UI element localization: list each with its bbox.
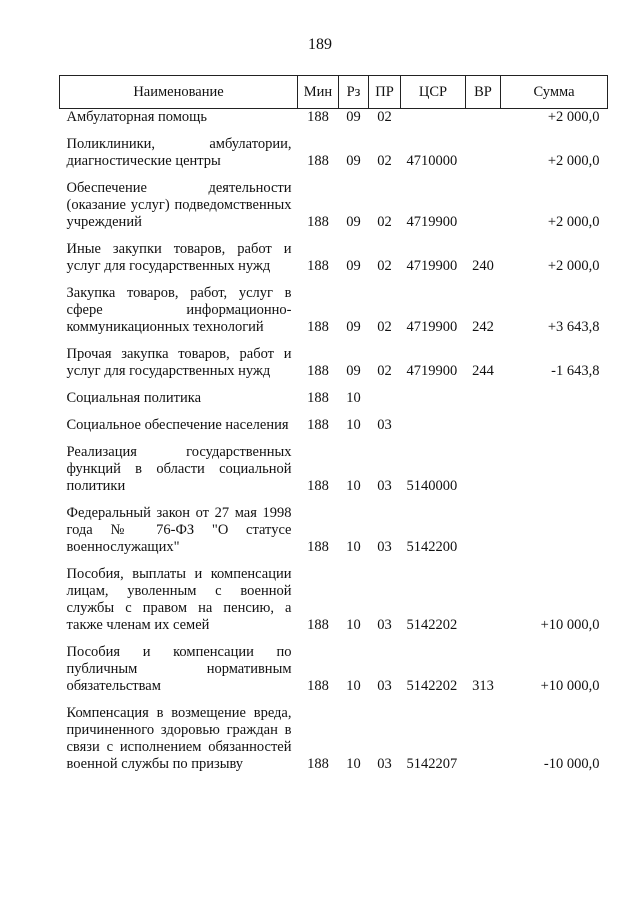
row-min: 188 bbox=[307, 319, 329, 335]
row-pr: 03 bbox=[377, 617, 392, 633]
row-name: Социальная политика bbox=[66, 390, 202, 406]
row-min: 188 bbox=[307, 153, 329, 169]
table-row bbox=[60, 434, 608, 495]
row-vr bbox=[466, 556, 501, 634]
row-min: 188 bbox=[307, 539, 329, 555]
table-body bbox=[60, 109, 608, 774]
header-pr: ПР bbox=[369, 76, 401, 109]
table-header-row bbox=[60, 76, 608, 109]
header-sum: Сумма bbox=[501, 76, 608, 109]
row-sum: +2 000,0 bbox=[547, 153, 600, 169]
page-number: 189 bbox=[308, 36, 332, 53]
row-sum bbox=[501, 434, 608, 495]
row-vr bbox=[466, 407, 501, 434]
row-rz: 10 bbox=[346, 417, 361, 433]
budget-table bbox=[59, 75, 608, 773]
row-csr: 4719900 bbox=[406, 258, 458, 274]
row-vr: 240 bbox=[472, 258, 494, 274]
table-row bbox=[60, 556, 608, 634]
table-row bbox=[60, 634, 608, 695]
row-vr bbox=[466, 126, 501, 170]
row-min: 188 bbox=[307, 617, 329, 633]
row-name: Амбулаторная помощь bbox=[66, 109, 207, 125]
row-rz: 09 bbox=[346, 363, 361, 379]
row-min: 188 bbox=[307, 390, 329, 406]
row-rz: 10 bbox=[346, 478, 361, 494]
row-rz: 10 bbox=[346, 756, 361, 772]
row-min: 188 bbox=[307, 214, 329, 230]
row-vr bbox=[466, 434, 501, 495]
row-min: 188 bbox=[307, 109, 329, 125]
row-csr: 5140000 bbox=[406, 478, 458, 494]
row-name: Компенсация в возмещение вреда, причиненного здоровью граждан в связи с исполнением обязанностей военной службы по призыву bbox=[66, 705, 292, 772]
row-min: 188 bbox=[307, 478, 329, 494]
row-rz: 10 bbox=[346, 617, 361, 633]
row-name: Пособия, выплаты и компенсации лицам, уволенным с военной службы с правом на пенсию, а также членам их семей bbox=[66, 566, 292, 633]
row-sum: +10 000,0 bbox=[540, 678, 600, 694]
table-row bbox=[60, 109, 608, 127]
row-rz: 09 bbox=[346, 214, 361, 230]
row-sum: +2 000,0 bbox=[547, 214, 600, 230]
row-sum: +10 000,0 bbox=[540, 617, 600, 633]
row-sum bbox=[501, 380, 608, 407]
row-pr: 03 bbox=[377, 539, 392, 555]
row-csr: 5142207 bbox=[406, 756, 458, 772]
row-name: Поликлиники, амбулатории, диагностические центры bbox=[66, 136, 292, 169]
table-row bbox=[60, 336, 608, 380]
table-row bbox=[60, 126, 608, 170]
row-csr: 5142202 bbox=[406, 678, 458, 694]
row-sum bbox=[501, 407, 608, 434]
row-vr: 244 bbox=[472, 363, 494, 379]
table-row bbox=[60, 170, 608, 231]
table-row bbox=[60, 231, 608, 275]
row-rz: 09 bbox=[346, 258, 361, 274]
row-csr: 4719900 bbox=[406, 319, 458, 335]
table-row bbox=[60, 495, 608, 556]
row-csr bbox=[401, 380, 466, 407]
row-min: 188 bbox=[307, 756, 329, 772]
row-pr: 02 bbox=[377, 214, 392, 230]
row-pr: 02 bbox=[377, 153, 392, 169]
header-rz: Рз bbox=[339, 76, 369, 109]
row-csr: 5142200 bbox=[406, 539, 458, 555]
row-vr bbox=[466, 495, 501, 556]
row-rz: 10 bbox=[346, 390, 361, 406]
row-pr bbox=[369, 380, 401, 407]
row-csr bbox=[401, 407, 466, 434]
header-vr: ВР bbox=[466, 76, 501, 109]
row-vr bbox=[466, 170, 501, 231]
row-csr: 4719900 bbox=[406, 214, 458, 230]
row-name: Социальное обеспечение населения bbox=[66, 417, 289, 433]
row-min: 188 bbox=[307, 363, 329, 379]
header-csr: ЦСР bbox=[401, 76, 466, 109]
row-sum: -1 643,8 bbox=[551, 363, 600, 379]
row-pr: 03 bbox=[377, 417, 392, 433]
row-vr: 242 bbox=[472, 319, 494, 335]
row-sum: +2 000,0 bbox=[547, 109, 600, 125]
row-pr: 03 bbox=[377, 478, 392, 494]
row-min: 188 bbox=[307, 258, 329, 274]
row-name: Федеральный закон от 27 мая 1998 года № 76-ФЗ "О статусе военнослужащих" bbox=[66, 505, 292, 555]
row-name: Прочая закупка товаров, работ и услуг для государственных нужд bbox=[66, 346, 292, 379]
row-sum bbox=[501, 495, 608, 556]
row-sum: +3 643,8 bbox=[547, 319, 600, 335]
row-vr bbox=[466, 380, 501, 407]
row-name: Пособия и компенсации по публичным нормативным обязательствам bbox=[66, 644, 292, 694]
row-csr: 5142202 bbox=[406, 617, 458, 633]
row-pr: 02 bbox=[377, 258, 392, 274]
row-vr bbox=[466, 695, 501, 773]
table-row bbox=[60, 407, 608, 434]
row-rz: 10 bbox=[346, 539, 361, 555]
row-pr: 03 bbox=[377, 756, 392, 772]
row-rz: 09 bbox=[346, 319, 361, 335]
row-rz: 09 bbox=[346, 153, 361, 169]
row-rz: 09 bbox=[346, 109, 361, 125]
row-name: Закупка товаров, работ, услуг в сфере информационно-коммуникационных технологий bbox=[66, 285, 292, 335]
row-name: Иные закупки товаров, работ и услуг для государственных нужд bbox=[66, 241, 292, 274]
row-pr: 03 bbox=[377, 678, 392, 694]
row-name: Обеспечение деятельности (оказание услуг) подведомственных учреждений bbox=[66, 180, 292, 230]
row-pr: 02 bbox=[377, 109, 392, 125]
row-csr bbox=[401, 109, 466, 127]
table-row bbox=[60, 380, 608, 407]
row-sum: +2 000,0 bbox=[547, 258, 600, 274]
table-row bbox=[60, 695, 608, 773]
row-csr: 4719900 bbox=[406, 363, 458, 379]
row-vr: 313 bbox=[472, 678, 494, 694]
row-sum: -10 000,0 bbox=[543, 756, 600, 772]
row-pr: 02 bbox=[377, 319, 392, 335]
row-rz: 10 bbox=[346, 678, 361, 694]
row-min: 188 bbox=[307, 678, 329, 694]
row-vr bbox=[466, 109, 501, 127]
header-name: Наименование bbox=[60, 76, 298, 109]
row-csr: 4710000 bbox=[406, 153, 458, 169]
row-min: 188 bbox=[307, 417, 329, 433]
row-pr: 02 bbox=[377, 363, 392, 379]
header-min: Мин bbox=[298, 76, 339, 109]
row-name: Реализация государственных функций в области социальной политики bbox=[66, 444, 292, 494]
table-row bbox=[60, 275, 608, 336]
